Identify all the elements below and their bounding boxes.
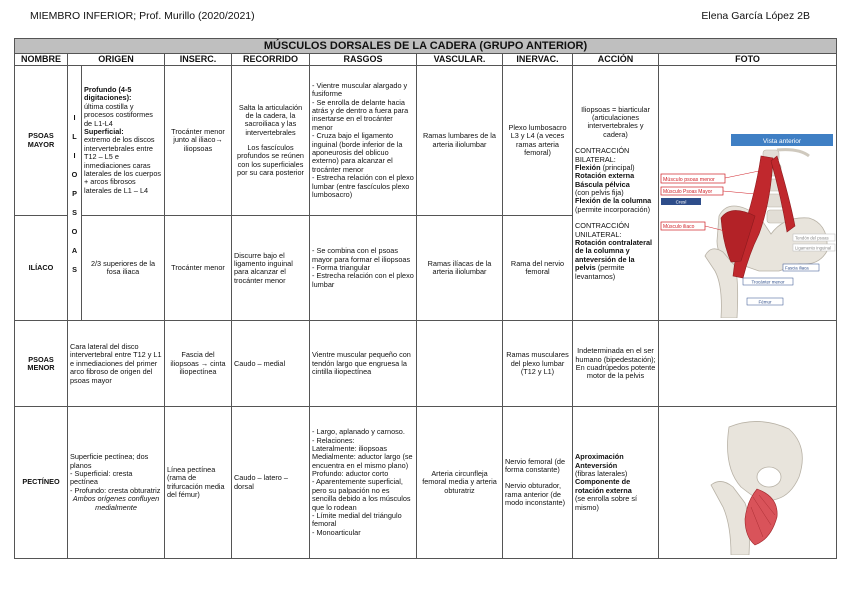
vascular-iliaco: Ramas ilíacas de la arteria iliolumbar (417, 216, 503, 321)
name-psoas-menor: PSOAS MENOR (15, 321, 68, 407)
document-header-right: Elena García López 2B (701, 10, 810, 22)
col-nombre: NOMBRE (15, 54, 68, 66)
iliopsoas-anatomy-figure (659, 66, 837, 318)
name-iliaco: ILÍACO (15, 216, 68, 321)
inervacion-psoas-menor: Ramas musculares del plexo lumbar (T12 y L1) (503, 321, 573, 407)
rasgos-pectineo: - Largo, aplanado y carnoso. - Relaciones: Lateralmente: iliopsoas Medialmente: aductor largo (se encuentra en el mismo plano) Profundo: aductor corto - Aparentemente superficial, pero su palpación no es sencilla debido a los músculos que lo rodean - Límite medial del triángulo femoral - Monoarticular (310, 407, 417, 558)
col-origen: ORIGEN (68, 54, 165, 66)
hip-bone (728, 422, 803, 504)
label-ligamento-inguinal: Ligamento inguinal (795, 245, 832, 251)
col-insercion: INSERC. (165, 54, 232, 66)
rasgos-psoas-mayor: - Vientre muscular alargado y fusiforme - Se enrolla de delante hacia atrás y de dentro a fuera para insertarse en el trocánter menor - Cruza bajo el ligamento inguinal (borde inferior de la aponeurosis del oblicuo externo) para alcanzar el trocánter menor - Estrecha relación con el plexo lumbar (entre fascículos plexo lumbosacro) (310, 66, 417, 216)
accion-psoas-menor: Indeterminada en el ser humano (bipedestación); En cuadrúpedos potente motor de la pelvis (573, 321, 659, 407)
label-trocanter-menor: Trocánter menor (751, 279, 785, 285)
foto-iliopsoas (659, 66, 837, 321)
origen-pectineo: Superficie pectínea; dos planos - Superficial: cresta pectínea - Profundo: cresta obturatriz Ambos orígenes confluyen medialmente (68, 407, 165, 558)
insercion-psoas-mayor: Trocánter menor junto al iliaco→ iliopsoas (165, 66, 232, 216)
name-psoas-mayor: PSOAS MAYOR (15, 66, 68, 216)
rasgos-psoas-menor: Vientre muscular pequeño con tendón largo que engruesa la cintilla iliopectínea (310, 321, 417, 407)
table-title: MÚSCULOS DORSALES DE LA CADERA (GRUPO ANTERIOR) (15, 39, 837, 54)
label-psoas-menor: Músculo psoas menor (663, 177, 715, 184)
vascular-psoas-mayor: Ramas lumbares de la arteria iliolumbar (417, 66, 503, 216)
row-psoas-mayor (15, 66, 837, 216)
inervacion-pectineo: Nervio femoral (de forma constante) Nervio obturador, rama anterior (de modo inconstante) (503, 407, 573, 558)
label-femur: Fémur (758, 299, 772, 305)
label-tendon-psoas: Tendón del psoas (795, 235, 829, 241)
vascular-psoas-menor (417, 321, 503, 407)
figure-title: Vista anterior (762, 138, 802, 146)
label-iliaco: Músculo iliaco (663, 224, 695, 231)
col-vascular: VASCULAR. (417, 54, 503, 66)
label-fascia-iliaca: Fascia iliaca (785, 265, 809, 271)
name-pectineo: PECTÍNEO (15, 407, 68, 558)
inervacion-iliaco: Rama del nervio femoral (503, 216, 573, 321)
col-inervacion: INERVAC. (503, 54, 573, 66)
femur-bone-pectineo (711, 482, 750, 556)
col-accion: ACCIÓN (573, 54, 659, 66)
origen-iliaco: 2/3 superiores de la fosa iliaca (82, 216, 165, 321)
insercion-iliaco: Trocánter menor (165, 216, 232, 321)
insercion-psoas-menor: Fascia del iliopsoas → cinta iliopectínea (165, 321, 232, 407)
inervacion-psoas-mayor: Plexo lumbosacro L3 y L4 (a veces ramas arteria femoral) (503, 66, 573, 216)
col-recorrido: RECORRIDO (232, 54, 310, 66)
rib (777, 150, 809, 156)
foto-psoas-menor (659, 321, 837, 407)
row-pectineo (15, 407, 837, 558)
recorrido-psoas-menor: Caudo – medial (232, 321, 310, 407)
label-cresta: Cresl (675, 199, 687, 205)
accion-pectineo: Aproximación Anteversión (fibras laterales) Componente de rotación externa (se enrolla sobre sí mismo) (573, 407, 659, 558)
document-header-left: MIEMBRO INFERIOR; Prof. Murillo (2020/2021) (30, 10, 255, 22)
col-foto: FOTO (659, 54, 837, 66)
origen-psoas-mayor: Profundo (4-5 digitaciones): última costilla y procesos costiformes de L1-L4 Superficial: extremo de los discos intervertebrales entre T12 – L5 e inmediaciones caras laterales de los cuerpos + arcos fibrosos laterales de L1 – L4 (82, 66, 165, 216)
obturator-foramen (757, 467, 781, 487)
pectineo-anatomy-figure (659, 407, 837, 555)
col-rasgos: RASGOS (310, 54, 417, 66)
origen-note-pectineo: Ambos orígenes confluyen medialmente (72, 494, 160, 512)
accion-iliopsoas: Iliopsoas = biarticular (articulaciones intervertebrales y cadera) CONTRACCIÓN BILATERAL: Flexión (principal) Rotación externa Báscula pélvica (con pelvis fija) Flexión de la columna (permite incorporación) CONTRACCIÓN UNILATERAL: Rotación contralateral de la columna y anteversión de la pelvis (permite levantarnos) (573, 66, 659, 321)
insercion-pectineo: Línea pectínea (rama de trifurcación media del fémur) (165, 407, 232, 558)
recorrido-pectineo: Caudo – latero – dorsal (232, 407, 310, 558)
muscles-table (14, 38, 837, 559)
rasgos-iliaco: - Se combina con el psoas mayor para formar el iliopsoas - Forma triangular - Estrecha relación con el plexo lumbar (310, 216, 417, 321)
vascular-pectineo: Arteria circunfleja femoral media y arteria obturatriz (417, 407, 503, 558)
row-psoas-menor (15, 321, 837, 407)
iliopsoas-vertical-label: I L I O P S O A S (68, 66, 82, 321)
foto-pectineo (659, 407, 837, 558)
origen-psoas-menor: Cara lateral del disco intervertebral entre T12 y L1 e inmediaciones del primer arco fibroso de origen del psoas mayor (68, 321, 165, 407)
label-psoas-mayor: Músculo Psoas Mayor (663, 189, 713, 196)
recorrido-iliaco: Discurre bajo el ligamento inguinal para alcanzar el trocánter menor (232, 216, 310, 321)
recorrido-psoas-mayor: Salta la articulación de la cadera, la sacroiliaca y las intervertebrales Los fascículos profundos se reúnen con los superficiales por su cara posterior (232, 66, 310, 216)
